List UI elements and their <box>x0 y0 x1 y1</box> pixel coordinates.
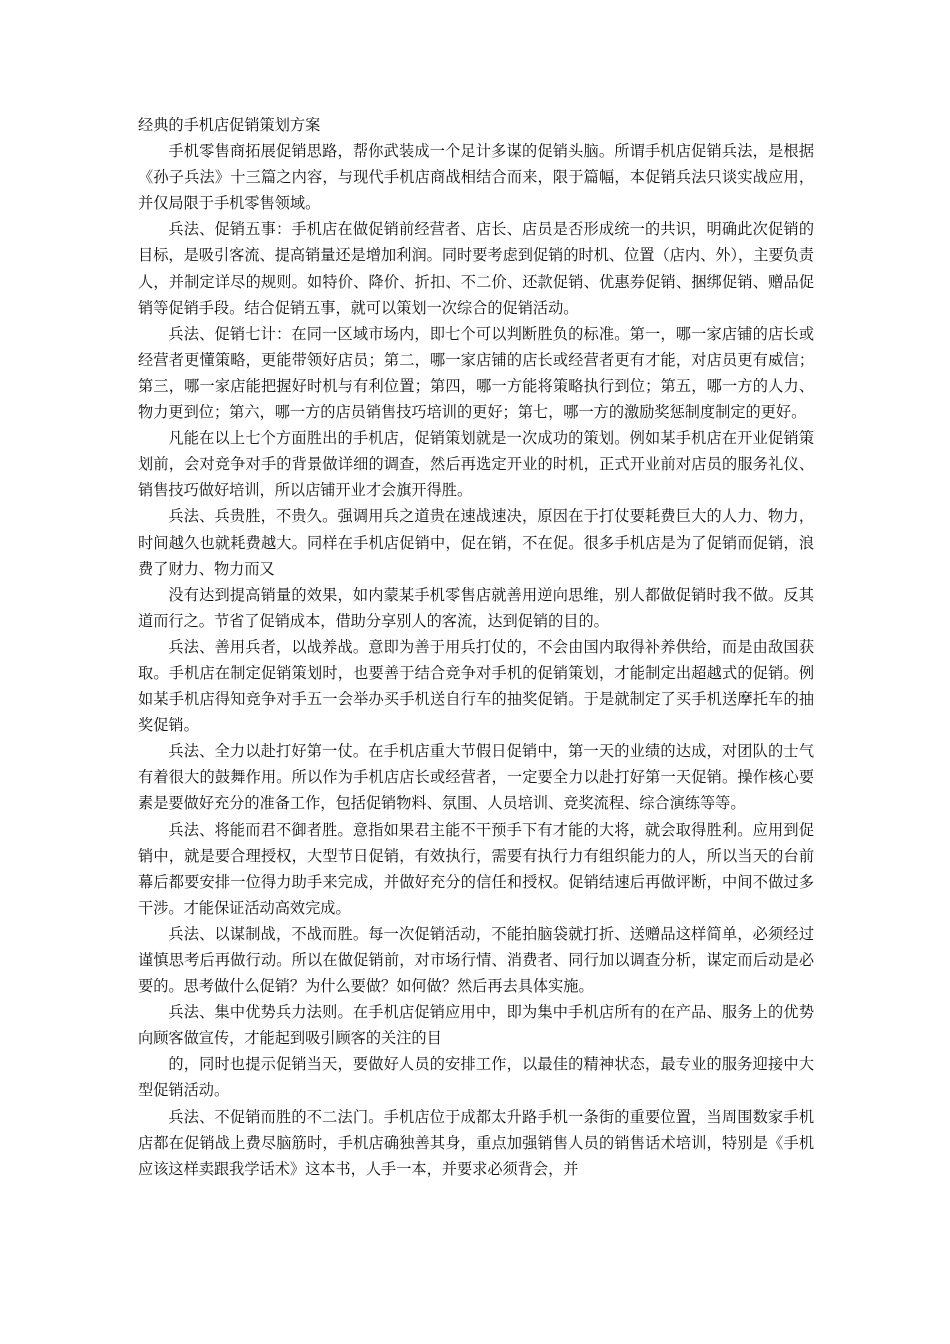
paragraph-first-battle: 兵法、全力以赴打好第一仗。在手机店重大节假日促销中，第一天的业绩的达成，对团队的士气有着很大的鼓舞作用。所以作为手机店店长或经营者，一定要全力以赴打好第一天促销。操作核心要素是要做好充分的准备工作，包括促销物料、氛围、人员培训、竞奖流程、综合演练等等。 <box>138 742 814 813</box>
paragraph-concentration: 兵法、集中优势兵力法则。在手机店促销应用中，即为集中手机店所有的在产品、服务上的优势向顾客做宣传，才能起到吸引顾客的关注的目 <box>138 1003 814 1048</box>
paragraph-war-feeds-war: 兵法、善用兵者，以战养战。意即为善于用兵打仗的，不会由国内取得补养供给，而是由敌国获取。手机店在制定促销策划时，也要善于结合竞争对手机的促销策划，才能制定出超越式的促销。例如某手机店得知竞争对手五一会举办买手机送自行车的抽奖促销。于是就制定了买手机送摩托车的抽奖促销。 <box>138 637 814 735</box>
paragraph-delegation: 兵法、将能而君不御者胜。意指如果君主能不干预手下有才能的大将，就会取得胜利。应用到促销中，就是要合理授权，大型节日促销，有效执行，需要有执行力有组织能力的人，所以当天的台前幕后都要安排一位得力助手来完成，并做好充分的信任和授权。促销结速后再做评断，中间不做过多干涉。才能保证活动高效完成。 <box>138 820 814 917</box>
paragraph-staffing: 的，同时也提示促销当天，要做好人员的安排工作，以最佳的精神状态，最专业的服务迎接中大型促销活动。 <box>138 1055 814 1100</box>
document-page <box>138 112 814 1182</box>
paragraph-no-promotion: 兵法、不促销而胜的不二法门。手机店位于成都太升路手机一条街的重要位置，当周围数家手机店都在促销战上费尽脑筋时，手机店确独善其身，重点加强销售人员的销售话术培训，特别是《手机应该这样卖跟我学话术》这本书，人手一本，并要求必须背会，并 <box>138 1107 814 1178</box>
paragraph-intro: 手机零售商拓展促销思路，帮你武装成一个足计多谋的促销头脑。所谓手机店促销兵法，是根据《孙子兵法》十三篇之内容，与现代手机店商战相结合而来，限于篇幅，本促销兵法只谈实战应用，并仅局限于手机零售领域。 <box>138 142 814 213</box>
paragraph-seven-plans: 兵法、促销七计：在同一区域市场内，即七个可以判断胜负的标准。第一，哪一家店铺的店长或经营者更懂策略，更能带领好店员；第二，哪一家店铺的店长或经营者更有才能，对店员更有威信；第三，哪一家店能把握好时机与有利位置；第四，哪一方能将策略执行到位；第五，哪一方的人力、物力更到位；第六，哪一方的店员销售技巧培训的更好；第七，哪一方的激励奖惩制度制定的更好。 <box>138 324 814 422</box>
paragraph-five-matters: 兵法、促销五事：手机店在做促销前经营者、店长、店员是否形成统一的共识，明确此次促销的目标，是吸引客流、提高销量还是增加利润。同时要考虑到促销的时机、位置（店内、外），主要负责人，并制定详尽的规则。如特价、降价、折扣、不二价、还款促销、优惠券促销、捆绑促销、赠品促销等促销手段。结合促销五事，就可以策划一次综合的促销活动。 <box>138 220 814 317</box>
document-title: 经典的手机店促销策划方案 <box>138 116 321 134</box>
paragraph-speed: 兵法、兵贵胜，不贵久。强调用兵之道贵在速战速决，原因在于打仗要耗费巨大的人力、物力，时间越久也就耗费越大。同样在手机店促销中，促在销，不在促。很多手机店是为了促销而促销，浪费了财力、物力而又 <box>138 507 814 578</box>
paragraph-strategy: 兵法、以谋制战，不战而胜。每一次促销活动，不能拍脑袋就打折、送赠品这样简单，必须经过谨慎思考后再做行动。所以在做促销前，对市场行情、消费者、同行加以调查分析，谋定而后动是必要的。思考做什么促销？为什么要做？如何做？然后再去具体实施。 <box>138 924 814 996</box>
paragraph-seven-conclusion: 凡能在以上七个方面胜出的手机店，促销策划就是一次成功的策划。例如某手机店在开业促销策划前，会对竞争对手的背景做详细的调查，然后再选定开业的时机，正式开业前对店员的服务礼仪、销售技巧做好培训，所以店铺开业才会旗开得胜。 <box>138 429 814 500</box>
paragraph-reverse-thinking: 没有达到提高销量的效果，如内蒙某手机零售店就善用逆向思维，别人都做促销时我不做。反其道而行之。节省了促销成本，借助分享别人的客流，达到促销的目的。 <box>138 585 814 630</box>
